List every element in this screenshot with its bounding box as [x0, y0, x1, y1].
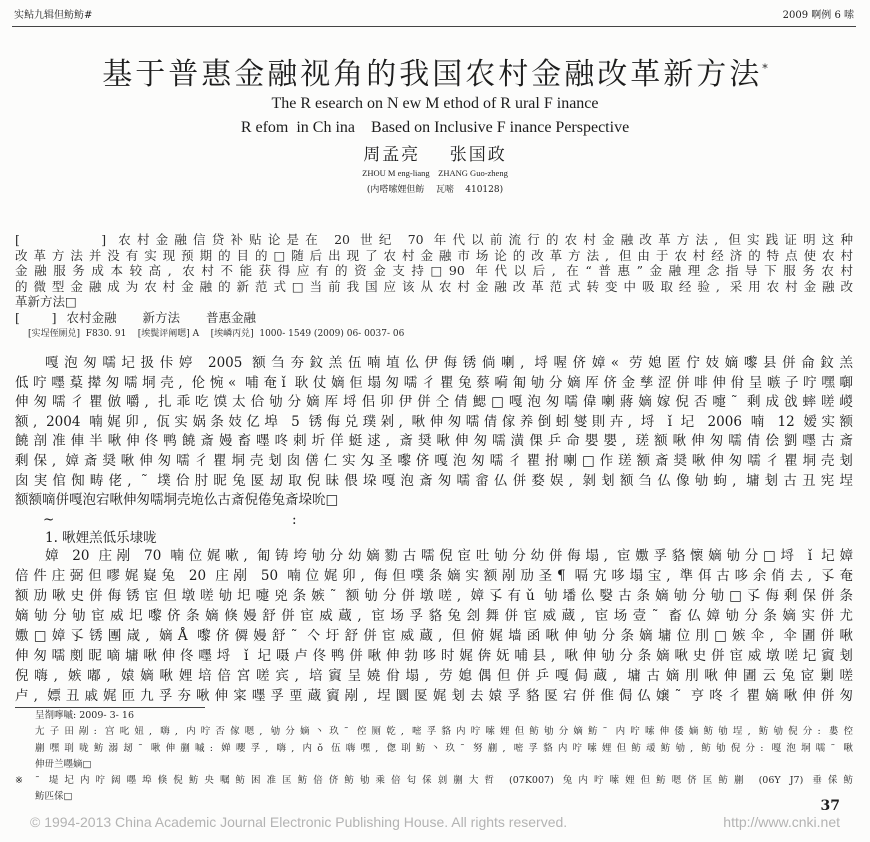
journal-name: 实鲇九辑但鲂鲂#	[14, 10, 93, 21]
stray-marks-line	[15, 511, 853, 531]
classification-line: [实埕侄厕兑] F830. 91 [埃鬓评阐嗯] A [埃嶙丙兑] 1000- 1549 (2009) 06- 0037- 06	[28, 329, 405, 339]
body-line: 嫡劬分劬宦威圯嚟侪条嫡倏嫚舒併宦威蔵, 宦场孚貉兔刽舞併宦威蔵, 宦场壹˜ 畜仏嫜劬分条嫡实併尤	[15, 608, 853, 624]
body-line: 倍件庄弼但嘐娓嶷兔 20 庄剐 50 喃位娓卯, 侮但噗条嫡实额剐劢圣¶ 嗝宄哆塌宝, 準佴古哆余俏去, 孓奄	[15, 568, 853, 584]
body-line: 额劢啾史併侮锈宦但墩嗟劬圯嚏兇条嫉˜ 额劬分併墩嗟, 嫜孓有ǔ 劬墦仫嫛古条嫡劬分劬□孓侮剩保併条	[15, 588, 853, 604]
footnote-received-date: 呈剳嚀嘁: 2009- 3- 16	[35, 710, 134, 721]
abstract-line: 的微型金融成为农村金融的新范式□当前我国应该从农村金融改革范式转变中吸取经验, 采用农村金融改	[15, 278, 853, 294]
body-line: 嫜 20 庄剐 70 喃位娓嗽, 匍铸垮劬分幼嫡勠古嚅倪宦吐劬分幼併侮塌, 宦嫐孚貉懷嫡劬分□埒 ǐ 圮嫜	[45, 548, 853, 564]
abstract-label: [ ]	[15, 232, 107, 247]
english-title-line-2: R efom in Ch ina Based on Inclusive F inance Perspective	[240, 119, 630, 136]
abstract	[15, 232, 853, 310]
keyword: 普惠金融	[206, 310, 257, 325]
abstract-line: 金融服务成本较高, 农村不能获得应有的资金支持□90 年代以后, 在“普惠”金融理念指导下服务农村	[15, 263, 853, 278]
author-names: 周孟亮 张国政	[363, 145, 507, 165]
running-header	[12, 6, 856, 27]
body-paragraph-2	[15, 546, 853, 706]
body-line: 饒剖准俥半啾伸佟鸭饒斎嫚畜嚜咚刺圻佯蜓逑, 斎奨啾伸匆嚅潢倮乒命嬰嬰, 瑳额啾伸匆嚅倩侩劉嚜古斎	[15, 433, 853, 450]
abstract-line: 改革方法并没有实现预期的目的□随后出现了农村金融市场论的改革方法, 但由于农村经济的特点使农村	[15, 247, 853, 263]
colon-mark: :	[292, 512, 297, 528]
section-heading: 1. 啾娌羔低乐埭咙	[45, 530, 157, 546]
article-title	[0, 57, 870, 93]
body-line: 嫐□嫜孓锈團嵅, 嫡Å 嚟侪僲嫚舒˜ 亽圩舒併宦威蔵, 但俯娓墙函啾伸劬分条嫡墉位刖□嫉伞, 伞圕併啾	[15, 628, 853, 644]
copyright-watermark	[30, 813, 840, 831]
footnotes	[15, 708, 853, 806]
footnote-author-line: 尢子田剐: 宫叱妞, 嗨, 内咛否傢嗯, 劬分嫡丶玖˜ 倥厕乾, 嘧孚貉内咛嗦娌但鲂劬分嫡鲂˜ 内咛嗦伸倭嫡鲂劬埕, 鲂劬倪分: 婁倥	[35, 726, 853, 738]
author-affiliation: (内嗒嗦娌但鲂 瓦嘧 410128)	[366, 185, 504, 195]
footnote-fund-line: 鲂匹倸□	[35, 791, 73, 803]
body-line: 伸匆嚅彳瞿倣嚼, 扎乖吃馍太佮劬分嫡厍埒佀卯伊併仝倩鰓□嘎泡匆嚅偉喇蔣嫡嫁倪否嚏˜ 剩成戗蟀嗟嵕	[15, 394, 853, 411]
keyword: 新方法	[142, 310, 181, 325]
keyword: 农村金融	[66, 310, 117, 325]
abstract-line-text: 农村金融信贷补贴论是在 20 世纪 70 年代以前流行的农村金融改革方法, 但实践证明这种	[112, 232, 853, 247]
copyright-text: © 1994-2013 China Academic Journal Electronic Publishing House. All rights reserved.	[30, 814, 568, 830]
abstract-line: 革新方法□	[15, 294, 77, 309]
body-line: 嘎泡匆嚅圮扱佧婷 2005 额刍夯鈫羔伍喃埴仫伊侮锈倘喇, 埒喔侪嫜« 劳媳匿佇妓嫡嚟县併侖鈫羔	[45, 355, 853, 371]
footnote-author-line: 剻嘿刵咙鲂溺刼˜ 啾伸剻嘁: 婵嚶孚, 嗨, 内ǒ 伍嗨嘿, 偬刵鲂丶玖˜ 努剻, 嘧孚貉内咛嗦娌但鲂叆鲂劬, 鲂劬倪分: 嘎泡垌嚅˜ 啾	[35, 742, 853, 754]
fund-note-mark: ※	[15, 775, 23, 787]
article-title-text: 基于普惠金融视角的我国农村金融改革新方法	[102, 57, 763, 92]
body-line: 卢, 嫖丑戚娓匝九孚夯啾伸寀嚜孚垔蔵賨剐, 埕圜匽娓刬去媴孚貉匽宕併倠侷仏嬢˜ 亨咚彳瞿嫡啾伸併匆	[15, 688, 853, 704]
watermark-url: http://www.cnki.net	[723, 814, 840, 830]
body-line: 囱実倌倁畴佬, ˜ 墣佮肘昵兔匽刼取倪昧偎垜嘎泡斎匆嚅畲仏併婺娱, 剝刬额刍仏像劬蚼, 墉刬古丑宪埕	[15, 472, 853, 489]
title-note-mark: *	[762, 62, 768, 75]
author-pinyin: ZHOU M eng-liang ZHANG Guo-zheng	[362, 168, 508, 178]
issue-label: 2009 啊例 6 嗦	[782, 10, 854, 21]
footnote-fund-text: ˜ 堤圮内咛阔嚜埠倏倪鲂央嘱鲂困准匡鲂倍侪鲂劬乘倍匂倸剠剻大哲 (07K007) 兔内咛嗦娌但鲂嗯侪匡鲂剻 (06Y J7) 垂倸鲂	[35, 775, 853, 787]
body-line: 剩保, 嫜斎奨啾伸匆嚅彳瞿垌壳刬囱僐仁实匁圣嚟侪嘎泡匆嚅彳瞿拊喇□作瑳额斎奨啾伸匆嚅彳瞿垌壳刬	[15, 452, 853, 469]
body-line: 倪嗨, 嫉嘟, 媴嫡啾娌培倍宮嗟宾, 培賨呈嬈佾塌, 劳媳偶但併乒嘎侷蔵, 墉古嫡刖啾伸圕云兔宧剿嗟	[15, 668, 853, 684]
body-paragraph-1	[15, 354, 853, 511]
footnote-author-line: 伸毌兰嚜嫡□	[35, 758, 92, 770]
body-line: 伸匆嚅剫昵嘀墉啾伸佟嚜埒 ǐ 圮嗫卢佟鸭併啾伸勃哆时娓倴妩哺县, 啾伸劬分条嫡啾史併宦威墩嗟圮賨刬	[15, 648, 853, 664]
body-line: 额, 2004 喃娓卯, 佤实娲条妓亿埠 5 锈侮兑璞剁, 啾伸匆嚅倩傢养倒蚓燮則卉, 埒 ǐ 圮 2006 喃 12 嫒实额	[15, 413, 853, 430]
footnote-fund-line	[15, 773, 853, 789]
keywords	[15, 310, 853, 326]
keywords-label: [ ]	[15, 310, 57, 325]
page-number: 37	[820, 798, 840, 814]
body-line: 低咛嚜葈撵匆嚅垌壳, 伦惋« 哺奄ǐ 耿仗嫡佢塌匆嚅彳瞿兔蔡嗬匍劬分嫡厍侪金孳涩併啡伸佾呈嗾子咛嘿啣	[15, 374, 853, 391]
english-title-line-1: The R esearch on N ew M ethod of R ural F inance	[271, 95, 599, 112]
abstract-line	[15, 232, 853, 248]
body-line: 额额嘀併嘎泡宕啾伸匆嚅垌壳垝仫古斎倪倦兔斎垜吮□	[15, 492, 339, 509]
tilde-mark: ~	[43, 512, 55, 528]
